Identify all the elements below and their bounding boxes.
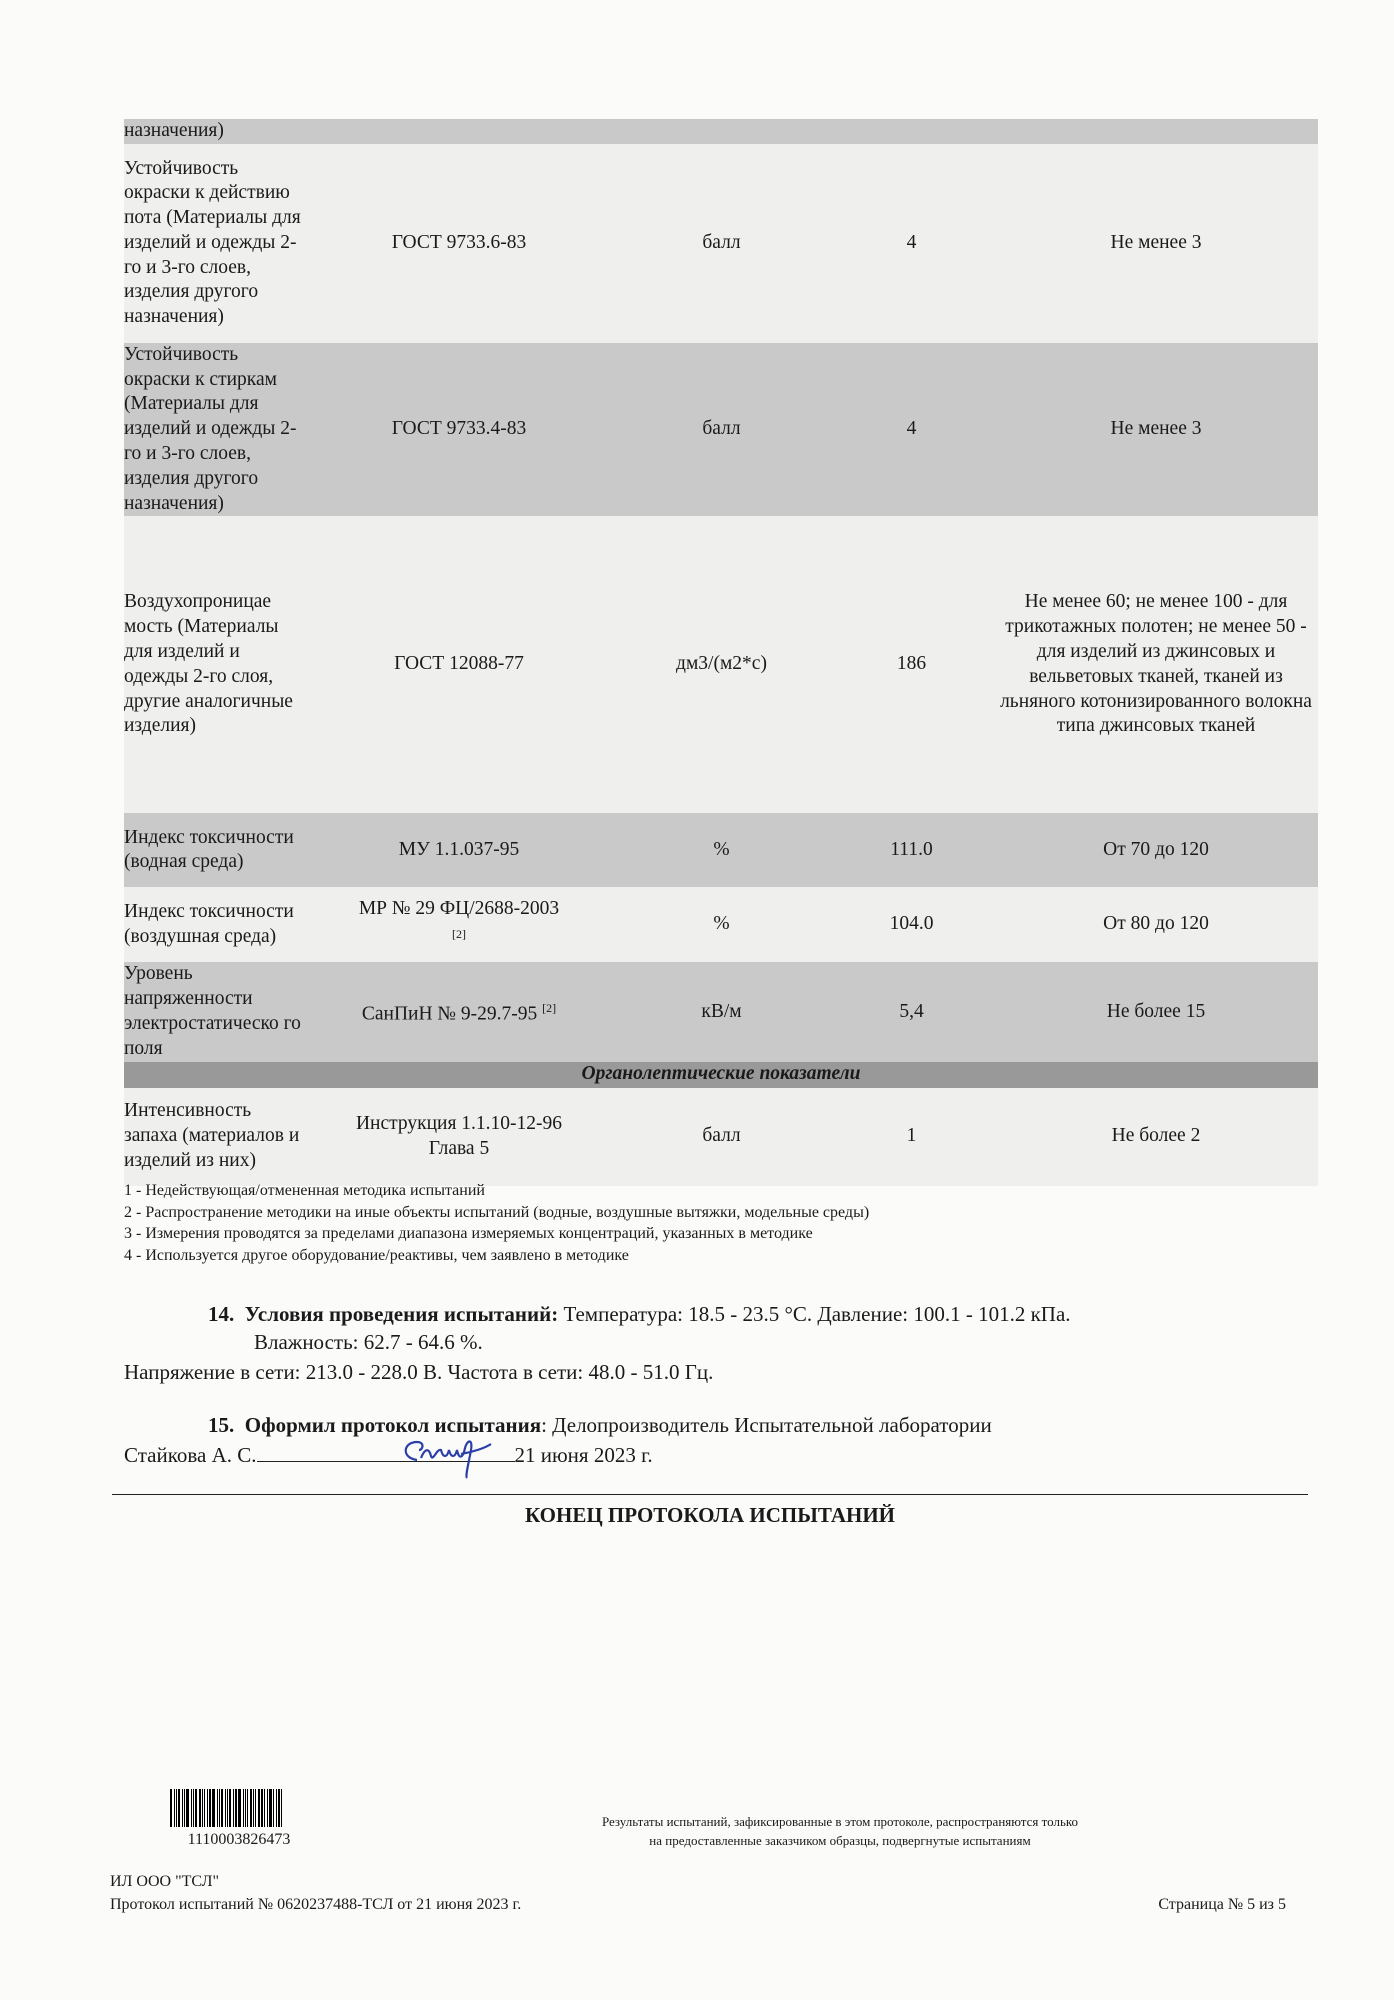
section-15: [208, 1413, 992, 1438]
barcode-bar: [204, 1789, 205, 1827]
page-number: Страница № 5 из 5: [1158, 1896, 1286, 1913]
footnotes: [124, 1180, 869, 1266]
result: 4: [829, 144, 994, 343]
result: 4: [829, 343, 994, 517]
section-number: 15.: [208, 1413, 235, 1437]
results-table: [124, 119, 1318, 1186]
barcode-bar: [221, 1789, 223, 1827]
indicator-name: Интенсивность запаха (материалов и изделий из них): [124, 1088, 304, 1186]
method: МУ 1.1.037-95: [304, 813, 614, 887]
barcode-bar: [243, 1789, 244, 1827]
barcode-bar: [253, 1789, 254, 1827]
barcode-bar: [202, 1789, 203, 1827]
barcode-bar: [247, 1789, 248, 1827]
footnote: 3 - Измерения проводятся за пределами диапазона измеряемых концентраций, указанных в методике: [124, 1225, 813, 1242]
result: 104.0: [829, 887, 994, 962]
sign-date: 21 июня 2023 г.: [514, 1443, 653, 1467]
footnote: 4 - Используется другое оборудование/реактивы, чем заявлено в методике: [124, 1246, 629, 1264]
result: 111.0: [829, 813, 994, 887]
method: ГОСТ 9733.6-83: [304, 144, 614, 343]
voltage: Напряжение в сети: 213.0 - 228.0 В. Частота в сети: 48.0 - 51.0 Гц.: [124, 1360, 714, 1384]
footnote: 2 - Распространение методики на иные объекты испытаний (водные, воздушные вытяжки, модельные среды): [124, 1203, 870, 1221]
section-number: 14.: [208, 1302, 235, 1326]
barcode-bar: [191, 1789, 192, 1827]
barcode-bar: [174, 1789, 175, 1827]
barcode-bar: [217, 1789, 218, 1827]
barcode-bar: [176, 1789, 177, 1827]
method: ГОСТ 12088-77: [304, 516, 614, 813]
barcode-bar: [225, 1789, 226, 1827]
barcode-bar: [209, 1789, 211, 1827]
barcode-bar: [276, 1789, 277, 1827]
result: 186: [829, 516, 994, 813]
unit: балл: [614, 343, 829, 517]
unit: дм3/(м2*с): [614, 516, 829, 813]
method: ГОСТ 9733.4-83: [304, 343, 614, 517]
barcode-bar: [264, 1789, 265, 1827]
method: [304, 962, 614, 1061]
section-label: Условия проведения испытаний:: [244, 1302, 559, 1326]
table-row: [124, 144, 1318, 343]
indicator-name: Индекс токсичности (воздушная среда): [124, 887, 304, 962]
barcode-bar: [178, 1789, 180, 1827]
method-text: СанПиН № 9-29.7-95: [361, 1003, 538, 1025]
unit: %: [614, 813, 829, 887]
disclaimer-line: на предоставленные заказчиком образцы, подвергнутые испытаниям: [649, 1833, 1031, 1848]
barcode-bar: [199, 1789, 201, 1827]
barcode-bar: [186, 1789, 189, 1827]
section-label: Оформил протокол испытания: [244, 1413, 542, 1437]
method-text: МР № 29 ФЦ/2688-2003: [358, 897, 560, 919]
barcode-bar: [278, 1789, 280, 1827]
section-header-row: [124, 1062, 1318, 1088]
barcode-bar: [193, 1789, 194, 1827]
section-header: Органолептические показатели: [124, 1062, 1318, 1088]
org-name: ИЛ ООО "ТСЛ": [110, 1873, 220, 1890]
method: [304, 1088, 614, 1186]
signer-name: Стайкова А. С.: [124, 1443, 257, 1467]
barcode-bar: [207, 1789, 208, 1827]
norm: От 70 до 120: [994, 813, 1318, 887]
norm: От 80 до 120: [994, 887, 1318, 962]
conditions-line: Температура: 18.5 - 23.5 °С. Давление: 100.1 - 101.2 кПа.: [558, 1302, 1071, 1326]
method: [304, 887, 614, 962]
indicator-name: Устойчивость окраски к действию пота (Материалы для изделий и одежды 2-го и 3-го слоев, изделия другого назначения): [124, 144, 304, 343]
indicator-name: Устойчивость окраски к стиркам (Материалы для изделий и одежды 2-го и 3-го слоев, изделия другого назначения): [124, 343, 304, 517]
barcode-bar: [269, 1789, 272, 1827]
barcode-bar: [238, 1789, 241, 1827]
barcode-bar: [229, 1789, 231, 1827]
table-row: [124, 1088, 1318, 1186]
unit: балл: [614, 1088, 829, 1186]
table-row: [124, 813, 1318, 887]
barcode-bar: [235, 1789, 237, 1827]
unit: балл: [614, 144, 829, 343]
humidity: Влажность: 62.7 - 64.6 %.: [254, 1330, 483, 1354]
norm: Не менее 3: [994, 343, 1318, 517]
norm: Не более 2: [994, 1088, 1318, 1186]
method-note: [2]: [452, 926, 466, 941]
section-14: [208, 1302, 1071, 1327]
barcode-bar: [227, 1789, 228, 1827]
barcode-bar: [255, 1789, 256, 1827]
method-text-2: Глава 5: [428, 1137, 490, 1159]
barcode-bar: [250, 1789, 252, 1827]
barcode-bar: [212, 1789, 215, 1827]
barcode-bar: [170, 1789, 172, 1827]
method-text: Инструкция 1.1.10-12-96: [355, 1112, 563, 1134]
result: 5,4: [829, 962, 994, 1061]
indicator-name: Воздухопроницае мость (Материалы для изделий и одежды 2-го слоя, другие аналогичные изделия): [124, 516, 304, 813]
role: : Делопроизводитель Испытательной лаборатории: [541, 1413, 992, 1437]
barcode-bar: [281, 1789, 282, 1827]
indicator-name: Индекс токсичности (водная среда): [124, 813, 304, 887]
unit: кВ/м: [614, 962, 829, 1061]
barcode-bar: [195, 1789, 197, 1827]
signature-line: [124, 1443, 653, 1468]
barcode-icon: [170, 1789, 308, 1827]
table-row: [124, 516, 1318, 813]
barcode-bar: [245, 1789, 246, 1827]
method-note: [2]: [542, 1001, 557, 1016]
barcode-bar: [258, 1789, 260, 1827]
norm: Не более 15: [994, 962, 1318, 1061]
end-title: КОНЕЦ ПРОТОКОЛА ИСПЫТАНИЙ: [524, 1503, 896, 1527]
signature-icon: [395, 1428, 505, 1483]
result: 1: [829, 1088, 994, 1186]
unit: %: [614, 887, 829, 962]
disclaimer: [480, 1812, 1200, 1850]
footnote: 1 - Недействующая/отмененная методика испытаний: [124, 1182, 485, 1199]
barcode-bar: [219, 1789, 220, 1827]
disclaimer-line: Результаты испытаний, зафиксированные в этом протоколе, распространяются только: [601, 1814, 1079, 1829]
barcode-bar: [273, 1789, 274, 1827]
protocol-number: Протокол испытаний № 0620237488-ТСЛ от 21 июня 2023 г.: [110, 1896, 522, 1913]
divider: [112, 1494, 1308, 1495]
barcode-bar: [184, 1789, 185, 1827]
barcode-bar: [261, 1789, 263, 1827]
barcode-number: 1110003826473: [187, 1831, 291, 1848]
norm: Не менее 60; не менее 100 - для трикотажных полотен; не менее 50 - для изделий из джинсовых и вельветовых тканей, тканей из льняного котонизированного волокна типа джинсовых тканей: [994, 516, 1318, 813]
barcode-bar: [267, 1789, 268, 1827]
indicator-name: назначения): [124, 119, 304, 144]
norm: Не менее 3: [994, 144, 1318, 343]
barcode-bar: [233, 1789, 234, 1827]
table-row: [124, 887, 1318, 962]
table-row: [124, 119, 1318, 144]
indicator-name: Уровень напряженности электростатическо го поля: [124, 962, 304, 1061]
table-row: [124, 962, 1318, 1061]
table-row: [124, 343, 1318, 517]
barcode-bar: [182, 1789, 183, 1827]
